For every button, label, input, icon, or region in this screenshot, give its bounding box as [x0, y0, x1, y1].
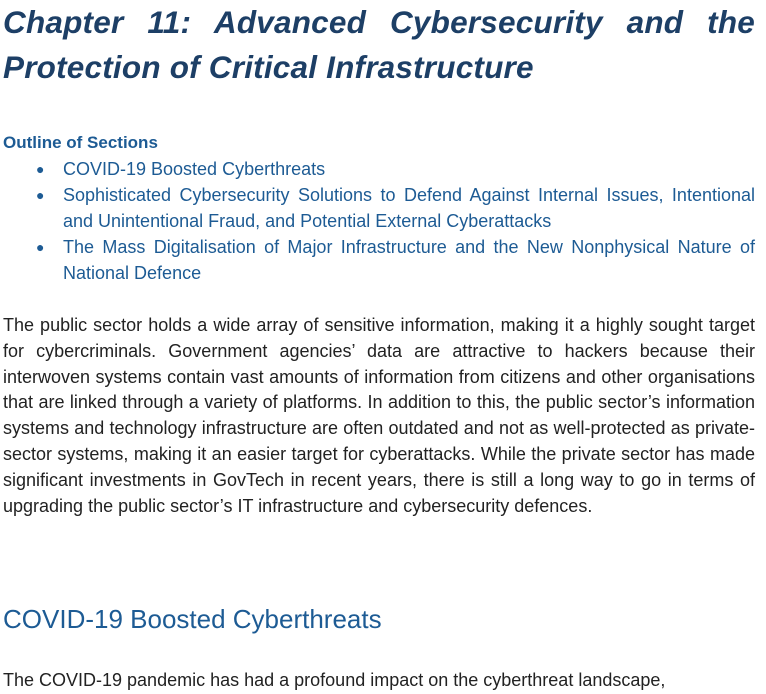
outline-item-label[interactable]: The Mass Digitalisation of Major Infrastructure and the New Nonphysical Nature of National Defence [63, 237, 755, 283]
section-first-line: The COVID-19 pandemic has had a profound impact on the cyberthreat landscape, [3, 670, 666, 690]
section-heading: COVID-19 Boosted Cyberthreats [3, 604, 382, 634]
document-page [3, 0, 755, 690]
chapter-title: Chapter 11: Advanced Cybersecurity and the Protection of Critical Infrastructure [3, 4, 755, 85]
bullet-icon: ● [36, 187, 45, 203]
bullet-icon: ● [36, 239, 45, 255]
bullet-icon: ● [36, 161, 45, 177]
intro-paragraph: The public sector holds a wide array of sensitive information, making it a highly sought target for cybercriminals. Government agencies’ data are attractive to hackers because their interwoven systems contain vast amounts of information from citizens and other organisations that are linked through a variety of platforms. In addition to this, the public sector’s information systems and technology infrastructure are often outdated and not as well-protected as private-sector systems, making it an easier target for cyberattacks. While the private sector has made significant investments in GovTech in recent years, there is still a long way to go in terms of upgrading the public sector’s IT infrastructure and cybersecurity defences. [3, 315, 755, 516]
outline-item[interactable] [3, 156, 755, 182]
outline-heading: Outline of Sections [3, 133, 158, 152]
outline-item-label[interactable]: COVID-19 Boosted Cyberthreats [63, 159, 326, 179]
outline-list [3, 156, 755, 286]
outline-item-label[interactable]: Sophisticated Cybersecurity Solutions to Defend Against Internal Issues, Intentional and Unintentional Fraud, and Potential External Cyberattacks [63, 185, 755, 231]
outline-item[interactable] [3, 234, 755, 286]
outline-item[interactable] [3, 182, 755, 234]
